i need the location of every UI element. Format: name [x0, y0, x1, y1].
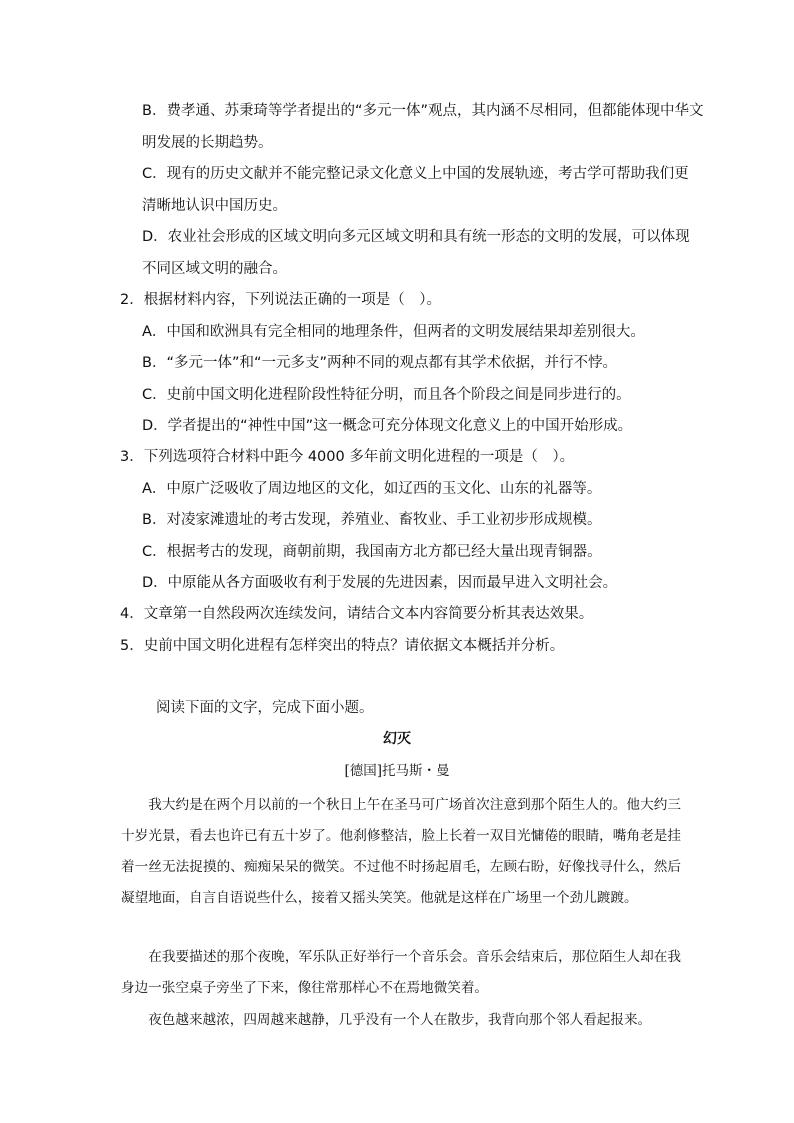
story-title: 幻灭 [383, 731, 411, 747]
q2-option-a: A．中国和欧洲具有完全相同的地理条件，但两者的文明发展结果却差别很大。 [142, 324, 645, 340]
story-author: [德国]托马斯・曼 [344, 763, 450, 779]
q1-option-d-line2: 不同区域文明的融合。 [142, 261, 287, 277]
q3-option-c: C．根据考古的发现，商朝前期，我国南方北方都已经大量出现青铜器。 [142, 544, 602, 560]
q3-option-d: D．中原能从各方面吸收有利于发展的先进因素，因而最早进入文明社会。 [142, 575, 618, 591]
q1-option-c-line1: C．现有的历史文献并不能完整记录文化意义上中国的发展轨迹，考古学可帮助我们更 [142, 166, 689, 182]
q1-option-b-line1: B．费孝通、苏秉琦等学者提出的“多元一体”观点，其内涵不尽相同，但都能体现中华文 [142, 103, 704, 119]
q3-stem: 3．下列选项符合材料中距今 4000 多年前文明化进程的一项是（ ）。 [120, 449, 575, 465]
q3-option-a: A．中原广泛吸收了周边地区的文化，如辽西的玉文化、山东的礼器等。 [142, 481, 602, 497]
q5-stem: 5．史前中国文明化进程有怎样突出的特点？请依据文本概括并分析。 [120, 638, 565, 654]
story-paragraph-2: 在我要描述的那个夜晚，军乐队正好举行一个音乐会。音乐会结束后，那位陌生人却在我身边一张空桌子旁坐了下来，像往常那样心不在焉地微笑着。 [121, 949, 681, 996]
q2-option-b: B．“多元一体”和“一元多支”两种不同的观点都有其学术依据，并行不悖。 [142, 355, 617, 371]
reading-intro: 阅读下面的文字，完成下面小题。 [156, 700, 374, 716]
story-paragraph-3: 夜色越来越浓，四周越来越静，几乎没有一个人在散步，我背向那个邻人看起报来。 [148, 1012, 652, 1028]
q1-option-d-line1: D．农业社会形成的区域文明向多元区域文明和具有统一形态的文明的发展，可以体现 [142, 229, 690, 245]
q3-option-b: B．对凌家滩遗址的考古发现，养殖业、畜牧业、手工业初步形成规模。 [142, 512, 602, 528]
q1-option-c-line2: 清晰地认识中国历史。 [142, 198, 287, 214]
q2-stem: 2．根据材料内容，下列说法正确的一项是（ ）。 [120, 292, 441, 308]
q1-option-b-line2: 明发展的长期趋势。 [142, 135, 273, 151]
story-paragraph-1: 我大约是在两个月以前的一个秋日上午在圣马可广场首次注意到那个陌生人的。他大约三十岁光景，看去也许已有五十岁了。他刹修整洁，脸上长着一双目光慵倦的眼睛，嘴角老是挂着一丝无法捉摸的、痴痴呆呆的微笑。不过他不时扬起眉毛，左顾右盼，好像找寻什么，然后凝望地面，自言自语说些什么，接着又摇头笑笑。他就是这样在广场里一个劲儿踱踱。 [121, 797, 681, 906]
q2-option-c: C．史前中国文明化进程阶段性特征分明，而且各个阶段之间是同步进行的。 [142, 387, 631, 403]
q4-stem: 4．文章第一自然段两次连续发问，请结合文本内容简要分析其表达效果。 [120, 606, 594, 622]
q2-option-d: D．学者提出的“神性中国”这一概念可充分体现文化意义上的中国开始形成。 [142, 418, 633, 434]
